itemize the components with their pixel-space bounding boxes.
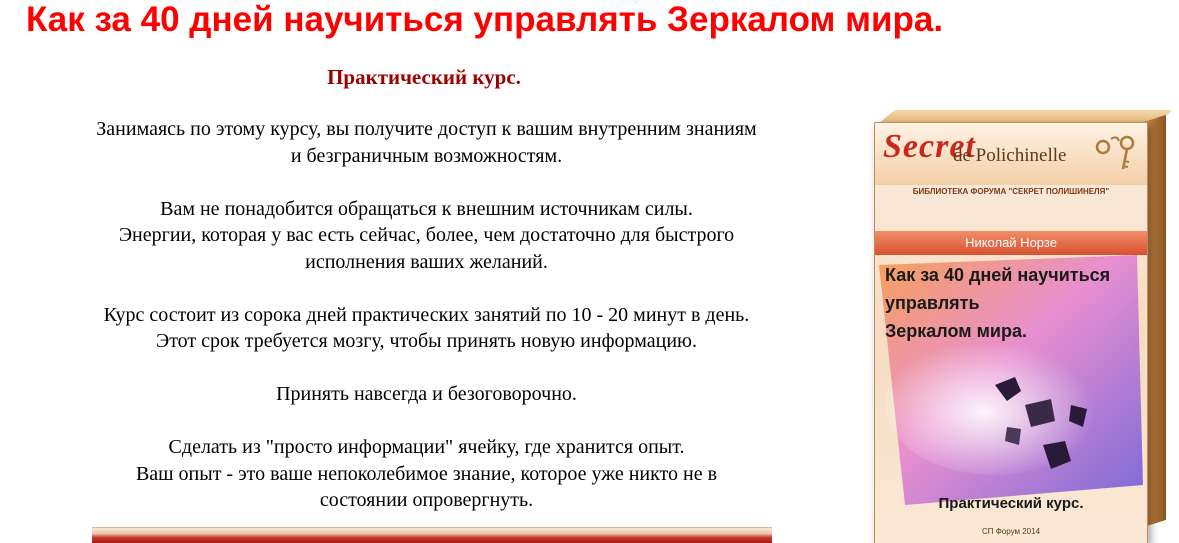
paragraph-accept [24,381,829,408]
paragraph-access [24,116,829,169]
text-line: Занимаясь по этому курсу, вы получите доступ к вашим внутренним знаниям [96,118,757,140]
cover-title-line: Как за 40 дней научиться [885,265,1111,285]
paragraph-energy [24,196,829,276]
paragraph-experience [24,434,829,514]
cover-title-line: Зеркалом мира. [885,321,1027,341]
order-banner-edge[interactable] [92,527,772,543]
course-subtitle: Практический курс. [327,65,521,89]
cover-title [885,261,1145,345]
key-icon [1093,133,1137,173]
cover-library-line: БИБЛИОТЕКА ФОРУМА "СЕКРЕТ ПОЛИШИНЕЛЯ" [912,187,1110,196]
text-line: Энергии, которая у вас есть сейчас, более, чем достаточно для быстрого [118,224,735,246]
cover-brand-subtitle: de Polichinelle [953,145,1067,166]
page-title: Как за 40 дней научиться управлять Зеркалом мира. [26,0,944,39]
cover-course-label: Практический курс. [938,495,1084,512]
book-front-cover [874,122,1148,543]
course-description [24,116,829,514]
text-line: Вам не понадобится обращаться к внешним источникам силы. [160,197,693,220]
text-line: Ваш опыт - это ваше непоколебимое знание, которое уже никто не в [135,462,718,485]
cover-header [875,123,1147,185]
text-line: Этот срок требуется мозгу, чтобы принять новую информацию. [156,330,697,352]
cover-title-line: управлять [885,293,980,313]
text-line: состоянии опровергнуть. [319,489,534,511]
cover-author: Николай Норзе [875,231,1147,255]
text-line: и безграничным возможностям. [290,144,563,167]
text-line: исполнения ваших желаний. [305,250,548,273]
text-line: Принять навсегда и безоговорочно. [276,383,577,405]
paragraph-duration [24,302,829,355]
text-line: Сделать из "просто информации" ячейку, где хранится опыт. [168,436,685,458]
cover-forum-label: СП Форум 2014 [981,527,1041,536]
book-cover-image [862,108,1172,543]
cover-brand-logo: Secret [883,128,976,165]
text-line: Курс состоит из сорока дней практических занятий по 10 - 20 минут в день. [103,303,750,326]
